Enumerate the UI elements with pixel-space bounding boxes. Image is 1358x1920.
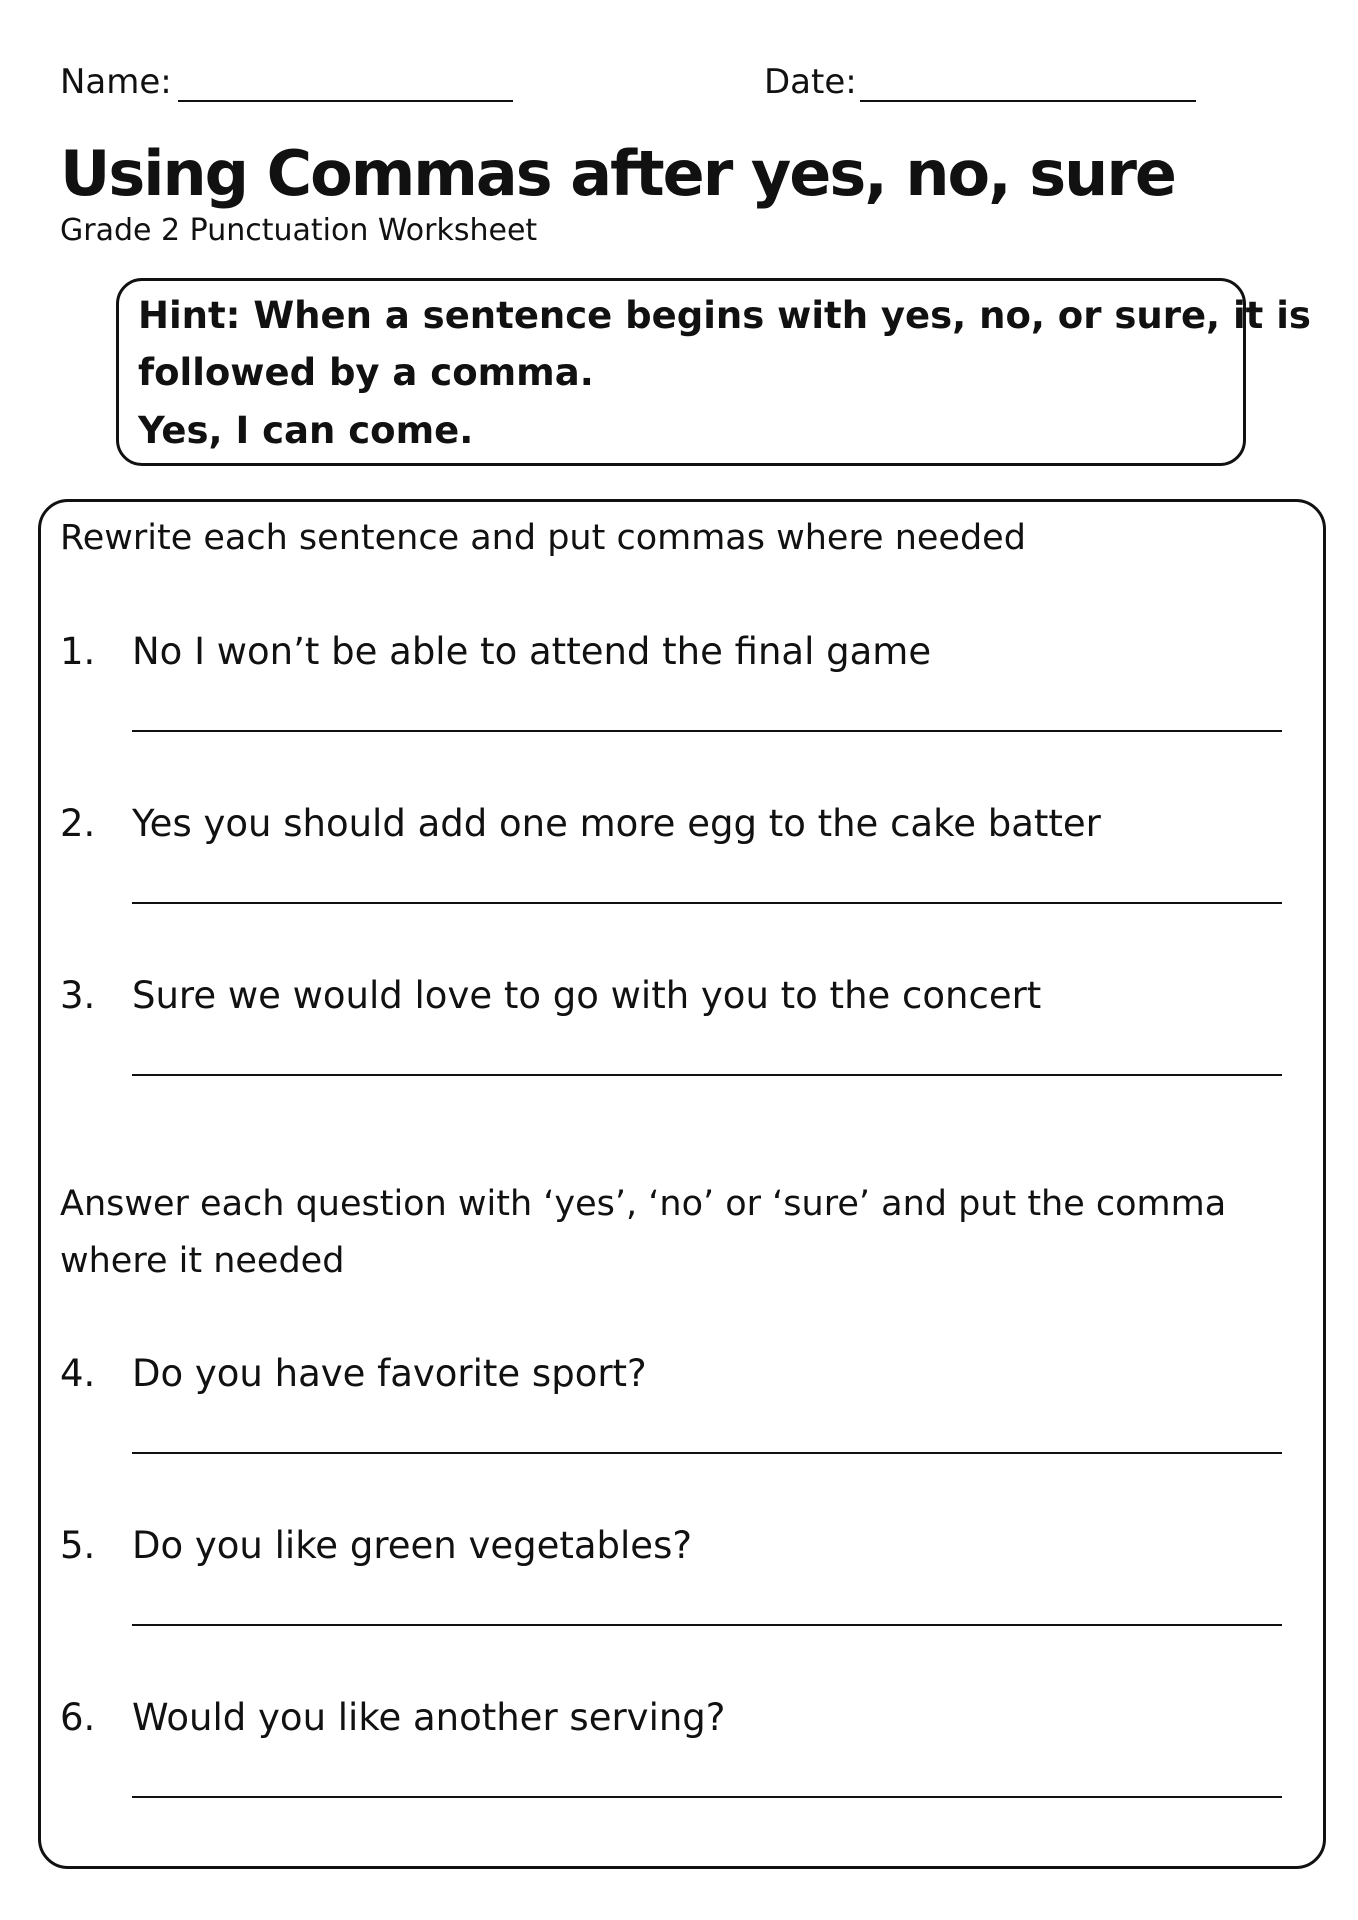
question-3-text: Sure we would love to go with you to the concert <box>132 974 1042 1017</box>
date-field[interactable] <box>860 100 1196 102</box>
answer-line-6[interactable] <box>132 1796 1282 1798</box>
question-4-text: Do you have favorite sport? <box>132 1352 647 1395</box>
section2-instruction-line-2: where it needed <box>60 1241 345 1281</box>
question-4-number: 4. <box>60 1352 96 1395</box>
answer-line-3[interactable] <box>132 1074 1282 1076</box>
answer-line-5[interactable] <box>132 1624 1282 1626</box>
section2-instruction-line-1: Answer each question with ‘yes’, ‘no’ or ‘sure’ and put the comma <box>60 1184 1227 1224</box>
hint-text-line-2: followed by a comma. <box>138 351 594 394</box>
hint-example: Yes, I can come. <box>138 409 474 452</box>
answer-line-4[interactable] <box>132 1452 1282 1454</box>
answer-line-1[interactable] <box>132 730 1282 732</box>
name-field[interactable] <box>178 100 513 102</box>
question-1-text: No I won’t be able to attend the final game <box>132 630 932 673</box>
question-3-number: 3. <box>60 974 96 1017</box>
question-6-text: Would you like another serving? <box>132 1696 726 1739</box>
answer-line-2[interactable] <box>132 902 1282 904</box>
question-5-text: Do you like green vegetables? <box>132 1524 692 1567</box>
date-label: Date: <box>764 62 857 102</box>
page-subtitle: Grade 2 Punctuation Worksheet <box>60 213 538 248</box>
question-2-text: Yes you should add one more egg to the cake batter <box>132 802 1101 845</box>
question-2-number: 2. <box>60 802 96 845</box>
question-1-number: 1. <box>60 630 96 673</box>
name-label: Name: <box>60 62 172 102</box>
page-title: Using Commas after yes, no, sure <box>60 137 1175 210</box>
question-5-number: 5. <box>60 1524 96 1567</box>
section1-instruction: Rewrite each sentence and put commas where needed <box>60 518 1026 558</box>
hint-text-line-1: Hint: When a sentence begins with yes, no, or sure, it is <box>138 294 1311 337</box>
question-6-number: 6. <box>60 1696 96 1739</box>
